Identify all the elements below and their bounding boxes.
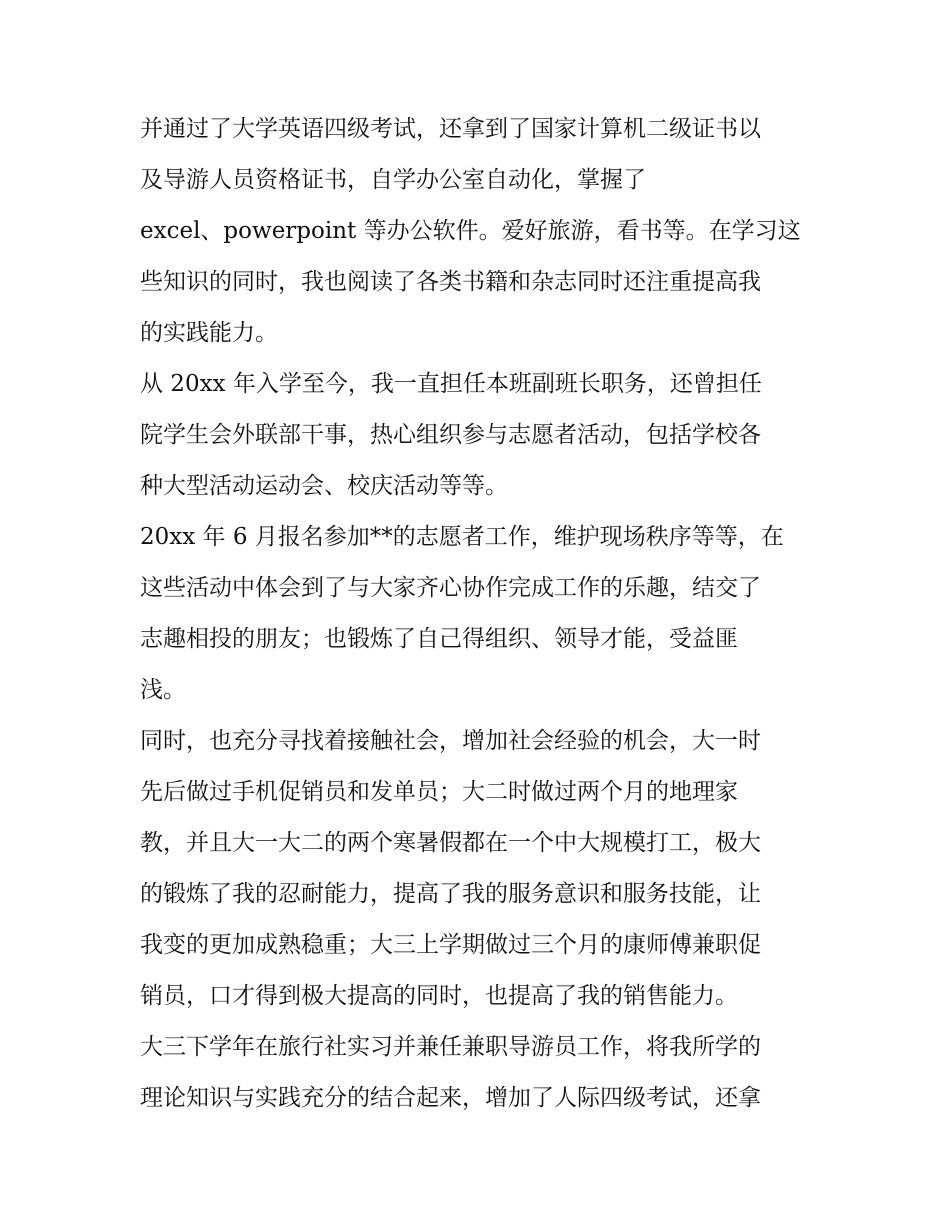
text-line: 先后做过手机促销员和发单员；大二时做过两个月的地理家: [140, 779, 738, 805]
text-line: 的锻炼了我的忍耐能力，提高了我的服务意识和服务技能，让: [140, 881, 761, 907]
text-line: 些知识的同时，我也阅读了各类书籍和杂志同时还注重提高我: [140, 269, 761, 295]
text-line: 并通过了大学英语四级考试，还拿到了国家计算机二级证书以: [140, 116, 761, 142]
text-line: 理论知识与实践充分的结合起来，增加了人际四级考试，还拿: [140, 1085, 761, 1111]
document-body: [140, 104, 812, 1124]
text-line: 种大型活动运动会、校庆活动等等。: [140, 473, 508, 499]
text-line: 大三下学年在旅行社实习并兼任兼职导游员工作，将我所学的: [140, 1034, 761, 1060]
text-line: 及导游人员资格证书，自学办公室自动化，掌握了: [140, 167, 646, 193]
text-line: 的实践能力。: [140, 320, 278, 346]
text-line: 同时，也充分寻找着接触社会，增加社会经验的机会，大一时: [140, 728, 761, 754]
paragraph-4: [140, 716, 812, 1022]
text-line: 20xx 年 6 月报名参加**的志愿者工作，维护现场秩序等等，在: [140, 524, 784, 550]
paragraph-3: [140, 512, 812, 716]
text-line: 我变的更加成熟稳重；大三上学期做过三个月的康师傅兼职促: [140, 932, 761, 958]
paragraph-1: [140, 104, 812, 359]
paragraph-2: [140, 359, 812, 512]
text-line: 教，并且大一大二的两个寒暑假都在一个中大规模打工，极大: [140, 830, 761, 856]
text-line: 销员，口才得到极大提高的同时，也提高了我的销售能力。: [140, 983, 738, 1009]
text-line: 院学生会外联部干事，热心组织参与志愿者活动，包括学校各: [140, 422, 761, 448]
text-line: 浅。: [140, 677, 186, 703]
text-line: 从 20xx 年入学至今，我一直担任本班副班长职务，还曾担任: [140, 371, 762, 397]
text-line: excel、powerpoint 等办公软件。爱好旅游，看书等。在学习这: [140, 218, 801, 244]
paragraph-5: [140, 1022, 812, 1124]
text-line: 志趣相投的朋友；也锻炼了自己得组织、领导才能，受益匪: [140, 626, 738, 652]
text-line: 这些活动中体会到了与大家齐心协作完成工作的乐趣，结交了: [140, 575, 761, 601]
